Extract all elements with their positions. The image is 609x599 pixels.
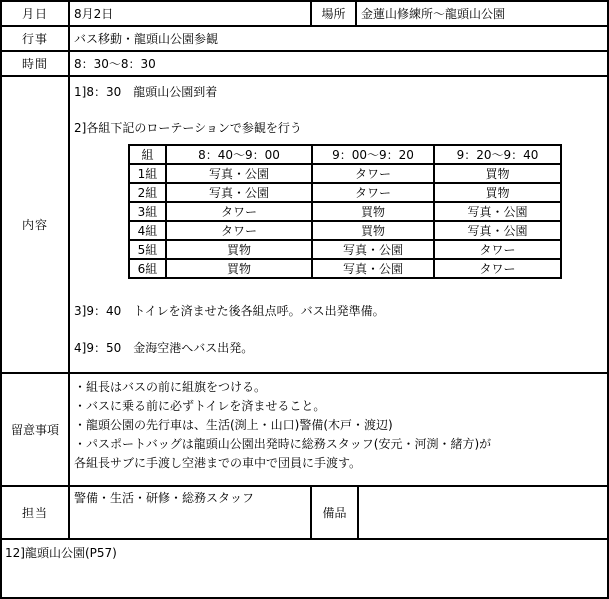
note-line: ・組長はバスの前に組旗をつける。: [74, 380, 267, 394]
content-line-2: 2]各組下記のローテーションで参観を行う: [74, 121, 302, 135]
row-time: [2, 52, 607, 77]
rotation-cell: タワー: [434, 259, 561, 278]
rotation-cell: 2組: [129, 183, 166, 202]
rotation-row-4: [129, 221, 561, 240]
content-body: [70, 77, 607, 372]
equipment-value: [359, 487, 607, 538]
row-staff: [2, 487, 607, 540]
note-line: ・龍頭公園の先行車は、生活(渕上・山口)警備(木戸・渡辺): [74, 418, 393, 432]
note-line: ・パスポートバッグは龍頭山公園出発時に総務スタッフ(安元・河渕・緒方)が: [74, 437, 492, 451]
rotation-row-5: [129, 240, 561, 259]
rotation-row-6: [129, 259, 561, 278]
place-label: 場所: [312, 2, 357, 25]
content-line-3: 3]9：40 トイレを済ませた後各組点呼。バス出発準備。: [74, 304, 385, 318]
event-value: バス移動・龍頭山公園参観: [74, 32, 219, 46]
date-label: 月日: [2, 2, 70, 25]
content-label: 内容: [2, 77, 70, 372]
rotation-cell: 6組: [129, 259, 166, 278]
rotation-header-group: 組: [129, 145, 166, 164]
rotation-header-slot3: 9：20〜9：40: [434, 145, 561, 164]
rotation-table: [128, 144, 562, 279]
rotation-header-row: [129, 145, 561, 164]
rotation-cell: タワー: [166, 202, 312, 221]
note-line: 各組長サブに手渡し空港までの車中で団員に手渡す。: [74, 456, 362, 470]
row-notes: [2, 374, 607, 487]
rotation-cell: 写真・公園: [312, 259, 434, 278]
staff-value: 警備・生活・研修・総務スタッフ: [70, 487, 312, 538]
rotation-cell: 買物: [434, 164, 561, 183]
notes-label: 留意事項: [2, 374, 70, 485]
rotation-cell: タワー: [312, 164, 434, 183]
time-label: 時間: [2, 52, 70, 75]
rotation-header-slot2: 9：00〜9：20: [312, 145, 434, 164]
rotation-cell: 写真・公園: [312, 240, 434, 259]
rotation-cell: 写真・公園: [166, 164, 312, 183]
time-value: 8：30〜8：30: [74, 57, 156, 71]
footer-note: 12]龍頭山公園(P57): [5, 546, 117, 560]
rotation-cell: 4組: [129, 221, 166, 240]
rotation-cell: 買物: [434, 183, 561, 202]
row-footer: [2, 540, 607, 599]
rotation-cell: 写真・公園: [166, 183, 312, 202]
note-line: ・バスに乗る前に必ずトイレを済ませること。: [74, 399, 326, 413]
event-label: 行事: [2, 27, 70, 50]
equipment-label: 備品: [312, 487, 359, 538]
notes-body: [70, 374, 607, 485]
rotation-cell: 5組: [129, 240, 166, 259]
rotation-header-slot1: 8：40〜9：00: [166, 145, 312, 164]
rotation-row-1: [129, 164, 561, 183]
rotation-cell: タワー: [312, 183, 434, 202]
staff-label: 担当: [2, 487, 70, 538]
place-value: 金蓮山修練所〜龍頭山公園: [361, 7, 506, 21]
row-event: [2, 27, 607, 52]
rotation-cell: 買物: [312, 202, 434, 221]
rotation-cell: 写真・公園: [434, 221, 561, 240]
rotation-cell: 買物: [166, 259, 312, 278]
row-content: [2, 77, 607, 374]
rotation-cell: タワー: [434, 240, 561, 259]
rotation-cell: 買物: [312, 221, 434, 240]
rotation-cell: 3組: [129, 202, 166, 221]
rotation-cell: タワー: [166, 221, 312, 240]
rotation-cell: 買物: [166, 240, 312, 259]
date-value: 8月2日: [70, 2, 312, 25]
content-line-4: 4]9：50 金海空港へバス出発。: [74, 341, 254, 355]
row-date-place: [2, 2, 607, 27]
rotation-cell: 1組: [129, 164, 166, 183]
rotation-row-3: [129, 202, 561, 221]
content-line-1: 1]8：30 龍頭山公園到着: [74, 85, 218, 99]
rotation-cell: 写真・公園: [434, 202, 561, 221]
rotation-row-2: [129, 183, 561, 202]
